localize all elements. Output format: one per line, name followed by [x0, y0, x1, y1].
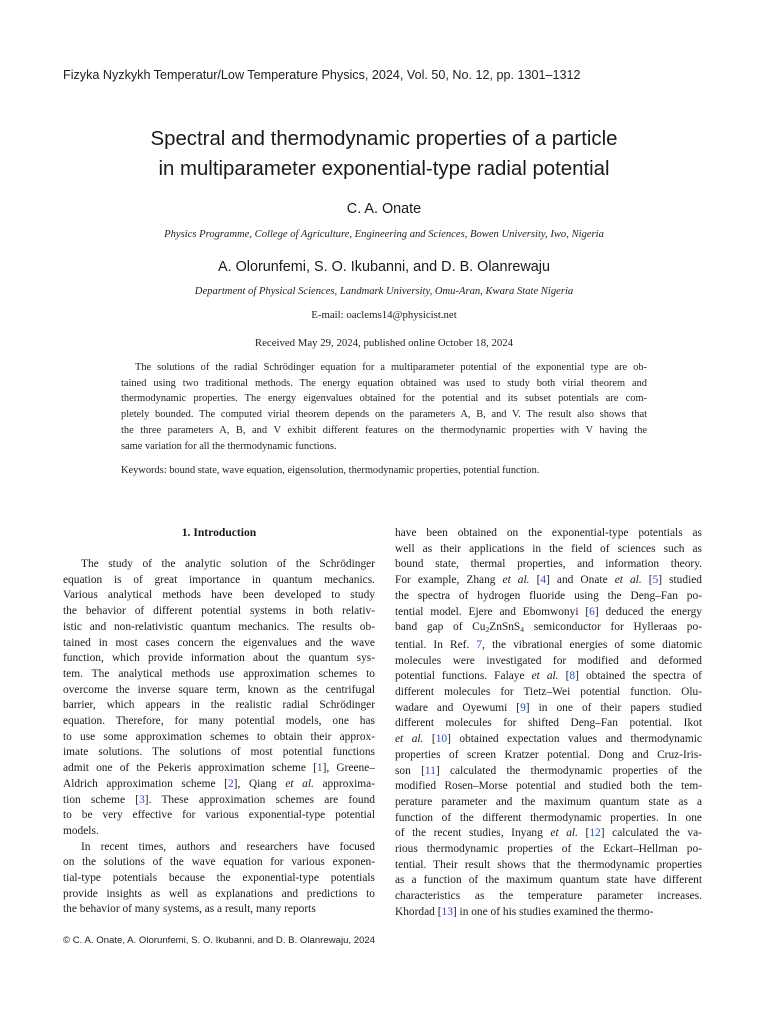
paragraph-line: the spectra of hydrogen fluoride using the Deng–Fan po-	[395, 589, 702, 602]
paragraph-line: tential. In Ref. 7, the vibrational energies of some diatomic	[395, 638, 703, 651]
paragraph-line: potential functions. Falaye et al. [8] obtained the spectra of	[395, 670, 702, 683]
paragraph-line: tial-type potentials because the exponential-type potentials	[63, 872, 375, 885]
paragraph-line: different molecules for Tietz–Wei potential function. Olu-	[395, 686, 702, 699]
paragraph-line: have been obtained on the exponential-type potentials as	[395, 527, 702, 539]
paragraph-line: bound state, thermal properties, and information theory.	[395, 558, 702, 571]
paragraph-line: the behavior of different potential systems in both relativ-	[63, 605, 375, 618]
paragraph-line: tential model. Ejere and Ebomwonyi [6] deduced the energy	[395, 605, 702, 618]
abstract-line: thermodynamic properties. The energy eigenvalues obtained for the potential and its subset potentials are com-	[121, 393, 647, 405]
abstract-line: the three parameters A, B, and V exhibit different features on the thermodynamic properties with V having the	[121, 424, 647, 436]
paragraph-line: tential. Their result shows that the thermodynamic properties	[395, 858, 702, 871]
paragraph-line: the behavior of many systems, as a result, many reports	[63, 903, 316, 916]
title-line-2: in multiparameter exponential-type radial potential	[158, 158, 610, 180]
paragraph-line: band gap of $Cu_2ZnSnS_4$ semiconductor for Hylleraas po-	[395, 621, 702, 635]
paragraph-line: modified Rosen–Morse potential and studied both the tem-	[395, 780, 702, 793]
paragraph-line: models.	[63, 824, 99, 837]
abstract-line: same variation for all the thermodynamic functions.	[121, 440, 337, 452]
left-column	[63, 557, 375, 918]
copyright-footer: © C. A. Onate, A. Olorunfemi, S. O. Ikubanni, and D. B. Olanrewaju, 2024	[63, 935, 376, 946]
abstract-line: The solutions of the radial Schrödinger equation for a multiparameter potential of the exponential type are ob-	[135, 362, 647, 373]
paper-title	[100, 124, 668, 184]
paragraph-line: Khordad [13] in one of his studies examined the thermo-	[395, 905, 654, 918]
paragraph-line: imate solutions. The solutions of most potential functions	[63, 746, 375, 759]
paragraph-line: to be very effective for various exponential-type potential	[63, 809, 375, 822]
right-column	[395, 526, 702, 921]
received-date: Received May 29, 2024, published online October 18, 2024	[254, 337, 514, 349]
title-line-1: Spectral and thermodynamic properties of a particle	[150, 128, 618, 150]
paragraph-line: equation. Therefore, for many potential models, one has	[63, 715, 375, 728]
paragraph-line: of the recent studies, Inyang et al. [12] calculated the va-	[395, 827, 702, 840]
paragraph-line: as a function of the maximum quantum state have different	[395, 874, 702, 887]
abstract-line: tained using two traditional methods. The energy equation obtained was used to study both virial theorem and	[121, 377, 647, 389]
paragraph-line: molecules were investigated for modified and deformed	[395, 654, 702, 667]
author-email: E-mail: oaclems14@physicist.net	[311, 309, 457, 321]
author-secondary: A. Olorunfemi, S. O. Ikubanni, and D. B. Olanrewaju	[218, 259, 550, 275]
paragraph-line: The study of the analytic solution of the Schrödinger	[81, 558, 375, 570]
paragraph-line: different molecules for shifted Deng–Fan potential. Ikot	[395, 717, 702, 730]
paragraph-line: overcome the inverse square term, known as the centrifugal	[63, 683, 375, 696]
paragraph-line: wadare and Oyewumi [9] in one of their papers studied	[395, 701, 702, 714]
journal-citation: Fizyka Nyzkykh Temperatur/Low Temperature Physics, 2024, Vol. 50, No. 12, pp. 1301–1312	[63, 68, 581, 82]
paragraph-line: equation is of great importance in quantum mechanics.	[63, 573, 375, 586]
paragraph-line: provide insights as well as explanations and predictions to	[63, 887, 375, 900]
abstract	[121, 360, 647, 454]
paragraph-line: properties of screen Kratzer potential. Dong and Cruz-Iris-	[395, 748, 702, 761]
paragraph-line: tion scheme [3]. These approximation schemes are found	[63, 793, 375, 806]
paragraph-line: istic and non-relativistic quantum mechanics. The results ob-	[63, 620, 375, 633]
paragraph-line: characteristics as the temperature parameter increases.	[395, 890, 702, 903]
paragraph-line: perature parameter and the maximum quantum state as a	[395, 795, 702, 808]
abstract-line: pletely bounded. The computed virial theorem depends on the parameters A, B, and V. The result also shows that	[121, 409, 647, 421]
paragraph-line: et al. [10] obtained expectation values and thermodynamic	[395, 733, 702, 746]
paragraph-line: admit one of the Pekeris approximation scheme [1], Greene–	[63, 762, 375, 775]
section-heading-introduction: 1. Introduction	[181, 526, 257, 539]
paragraph-line: tem. The analytical methods use approximation schemes to	[63, 667, 375, 680]
paragraph-line: rious thermodynamic properties of the Eckart–Hellman po-	[395, 843, 702, 856]
affiliation-secondary: Department of Physical Sciences, Landmark University, Omu-Aran, Kwara State Nigeria	[194, 286, 574, 297]
paragraph-line: Aldrich approximation scheme [2], Qiang et al. approxima-	[63, 777, 375, 790]
paragraph-line: barrier, which appears in the realistic radial Schrödinger	[63, 699, 375, 712]
keywords: Keywords: bound state, wave equation, eigensolution, thermodynamic properties, potential function.	[121, 465, 540, 476]
paragraph-line: function of the different thermodynamic properties. In one	[395, 811, 702, 824]
paragraph-line: on the solutions of the wave equation for various exponen-	[63, 856, 375, 869]
affiliation-primary: Physics Programme, College of Agriculture, Engineering and Sciences, Bowen University, Iwo, Nigeria	[164, 229, 604, 240]
paragraph-line: function, which provide information about the quantum sys-	[63, 652, 375, 665]
paragraph-line: well as their applications in the field of sciences such as	[395, 542, 702, 555]
author-primary: C. A. Onate	[346, 201, 422, 217]
paragraph-line: In recent times, authors and researchers have focused	[81, 840, 375, 853]
paragraph-line: tained in most cases concern the eigenvalues and the wave	[63, 636, 375, 649]
paragraph-line: son [11] calculated the thermodynamic properties of the	[395, 764, 702, 777]
paragraph-line: For example, Zhang et al. [4] and Onate et al. [5] studied	[395, 574, 702, 587]
paragraph-line: to use some approximation schemes to obtain their approx-	[63, 730, 375, 743]
paragraph-line: Various analytical methods have been developed to study	[63, 589, 375, 602]
